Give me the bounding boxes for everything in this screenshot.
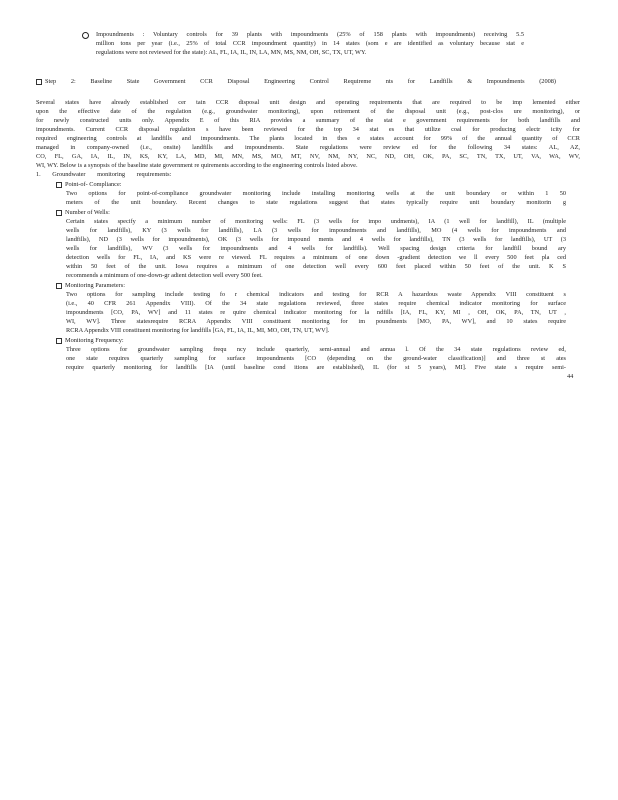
text-line: upon the effective date of the regulation (e.g., groundwater monitoring), upon retirement of the disposal unit (e.g., post-clos ure monitoring), or [36, 108, 580, 115]
step2-heading-text: Step 2: Baseline State Government CCR Disposal Engineering Control Requireme nts for Landfills & Impoundments (2008) [45, 78, 556, 85]
text-line: Several states have already established cer tain CCR disposal unit design and operating requirements that are required to be imp lemented either [36, 99, 580, 106]
poc-heading-text: Point-of- Compliance: [65, 181, 122, 188]
freq-paragraph [66, 345, 566, 372]
poc-paragraph [66, 189, 566, 207]
text-line: million tons per year (i.e., 25% of total CCR impoundment quantity) in 14 states (som e are identified as voluntary because stat e [96, 40, 524, 47]
step2-heading [36, 77, 556, 86]
text-line: for newly constructed units only. Appendix E of this RIA provides a summary of the stat e government requirements for both landfills and [36, 117, 580, 124]
text-line: CO, FL, GA, IA, IL, IN, KS, KY, LA, MD, MI, MN, MS, MO, MT, NV, NM, NY, NC, ND, OH, OK, PA, SC, TN, TX, UT, VA, WA, WV, [36, 153, 580, 160]
text-line: one state requires quarterly sampling for surface impoundments [CO (depending on the ground-water classification)] and three st ates [66, 355, 566, 362]
page-number: 44 [567, 373, 574, 380]
text-line: Two options for sampling include testing fo r chemical indicators and testing for RCR A hazardous waste Appendix VIII constituent s [66, 291, 566, 298]
text-line: landfills), ND (3 wells for impoundments), OK (3 wells for impound ments and 4 wells for landfills), TN (3 wells for landfills), UT (3 [66, 236, 566, 243]
poc-heading [56, 180, 256, 189]
text-line: Three options for groundwater sampling frequ ncy include quarterly, semi-annual and annua l. Of the 34 state regulations review ed, [66, 346, 566, 353]
checkbox-bullet-icon [56, 210, 62, 216]
text-line: impoundments. Current CCR disposal regulation s have been reviewed for the top 34 stat es that utilize coal for producing electr icity for [36, 126, 580, 133]
checkbox-bullet-icon [36, 79, 42, 85]
impoundments-paragraph [96, 30, 524, 57]
freq-heading-text: Monitoring Frequency: [65, 337, 124, 344]
params-heading [56, 281, 256, 290]
wells-heading-text: Number of Wells: [65, 209, 110, 216]
text-line: recommends a minimum of one-down-gr adient detection well every 500 feet. [66, 272, 263, 279]
intro-paragraph [36, 98, 580, 170]
text-line: within 50 feet of the unit. Iowa requires a minimum of one detection well every 600 feet placed within 50 feet of the unit. K S [66, 263, 566, 270]
wells-paragraph [66, 217, 566, 280]
text-line: impoundments [CO, PA, WV] and 11 states re quire chemical indicator monitoring for la ndfills [IA, FL, KY, MI , OH, OK, PA, TN, UT , [66, 309, 566, 316]
text-line: required engineering controls at landfills and impoundments. The plants located in thes e states account for 99% of the annual quantity of CCR [36, 135, 580, 142]
text-line: wells for landfills), KY (3 wells for landfills), LA (3 wells for impoundments and landfills), MO (4 wells for impoundments and [66, 227, 566, 234]
wells-heading [56, 208, 256, 217]
text-line: Impoundments : Voluntary controls for 39 plants with impoundments (25% of 158 plants with impoundments) receiving 5.5 [96, 31, 524, 38]
hollow-bullet-icon [82, 32, 89, 39]
text-line: (i.e., 40 CFR 261 Appendix VIII). Of the 34 state regulations reviewed, three states require chemical indicator monitoring for surface [66, 300, 566, 307]
text-line: Two options for point-of-compliance groundwater monitoring include installing monitoring wells at the unit boundary or within 1 50 [66, 190, 566, 197]
text-line: WI, WY. Below is a synopsis of the baseline state government re quirements according to the engineering controls listed above. [36, 162, 358, 169]
text-line: WI, WV]. Three statesrequire RCRA Appendix VIII constituent monitoring for im poundments [MO, PA, WV], and 10 states require [66, 318, 566, 325]
text-line: detection wells for FL, IA, and KS were re viewed. FL requires a minimum of one down -gradient detection we ll every 500 feet pla ced [66, 254, 566, 261]
text-line: managed in company-owned (i.e., onsite) landfills and impoundments. State regulations were review ed for the following 34 states: AL, AZ, [36, 144, 580, 151]
checkbox-bullet-icon [56, 283, 62, 289]
text-line: meters of the unit boundary. Recent changes to state regulations suggest that states typically require unit boundary monitorin g [66, 199, 566, 206]
checkbox-bullet-icon [56, 182, 62, 188]
text-line: wells for landfills), WV (3 wells for impoundments and 4 wells for landfills). Well spacing design criteria for landfill bound ary [66, 245, 566, 252]
freq-heading [56, 336, 256, 345]
params-heading-text: Monitoring Parameters: [65, 282, 125, 289]
text-line: regulations were not reviewed for the state): AL, FL, IA, IL, IN, LA, MN, MS, NM, OH, SC, TX, UT, WY. [96, 49, 367, 56]
text-line: require quarterly monitoring for landfills [IA (until baseline cond itions are established), IL (for st 5 years), MI]. Five state s require semi- [66, 364, 566, 371]
params-paragraph [66, 290, 566, 335]
groundwater-title: 1. Groundwater monitoring requirements: [36, 171, 172, 178]
text-line: RCRA Appendix VIII constituent monitoring for landfills [GA, FL, IA, IL, MI, MO, OH, TN, UT, WV]. [66, 327, 330, 334]
text-line: Certain states specify a minimum number of monitoring wells: FL (3 wells for impo undments), IA (1 well for landfill), IL (multiple [66, 218, 566, 225]
checkbox-bullet-icon [56, 338, 62, 344]
